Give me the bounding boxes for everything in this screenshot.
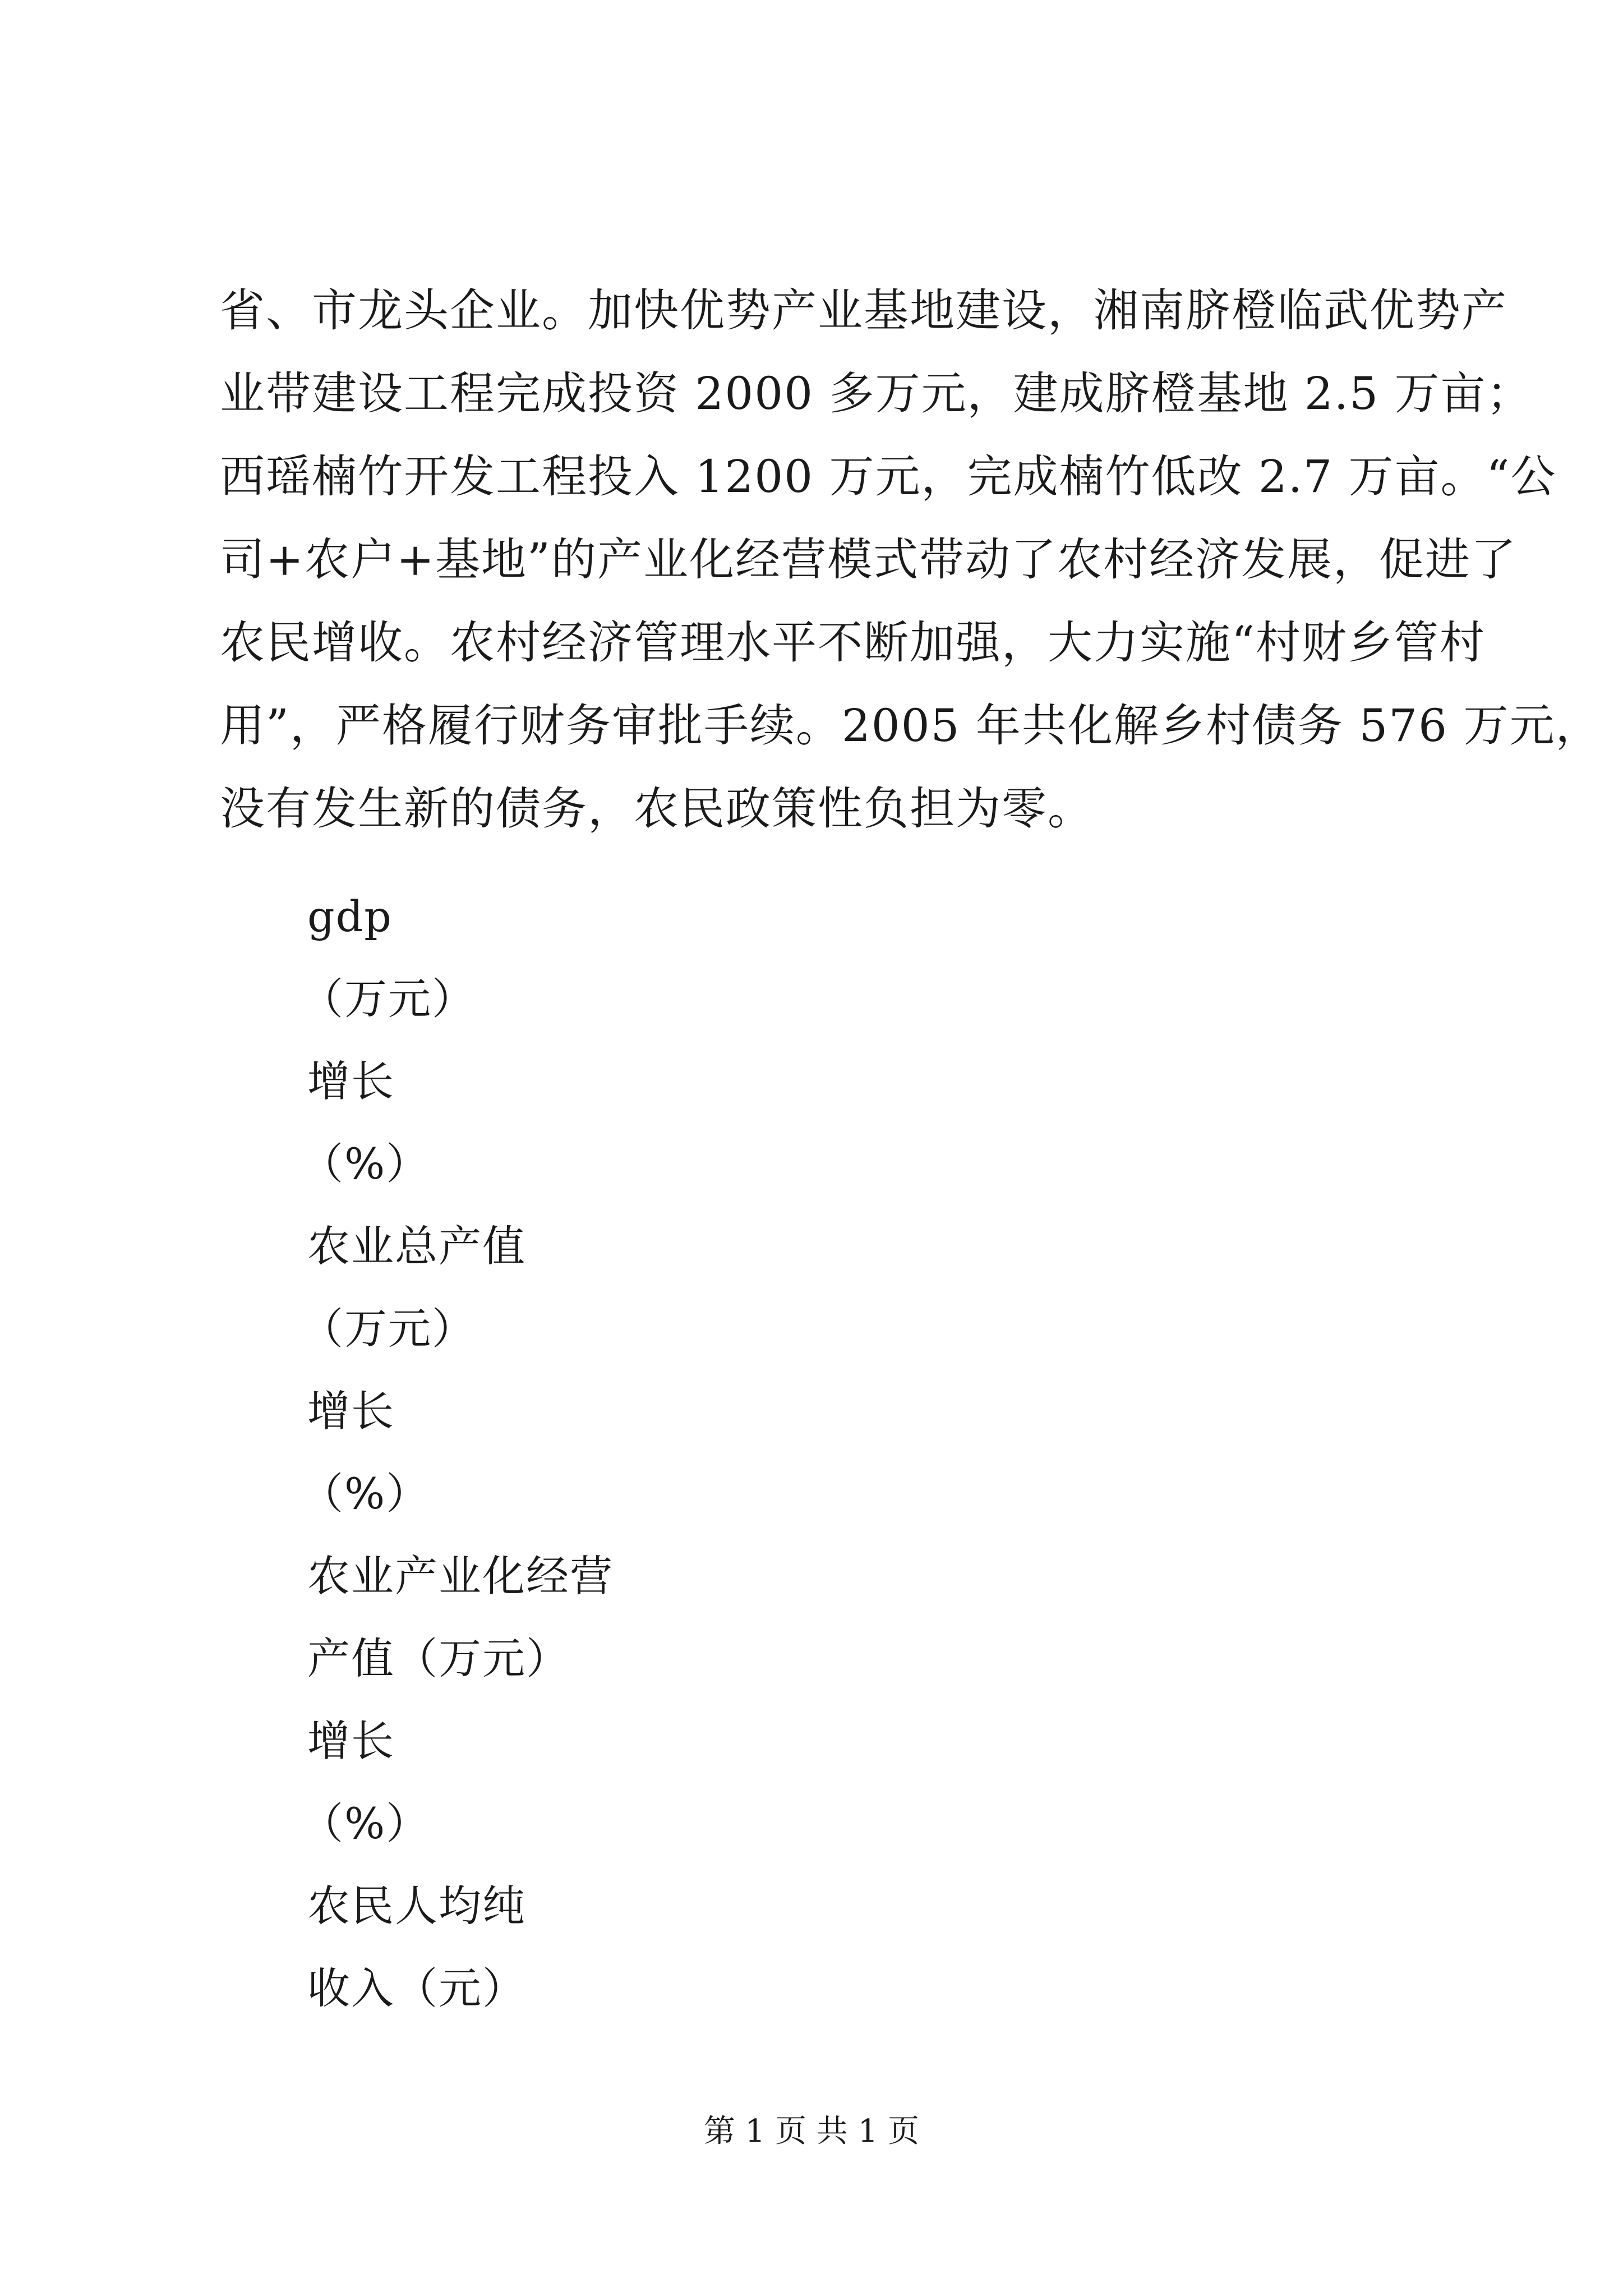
page-number-label: 第 1 页 共 1 页 [703, 2113, 920, 2150]
table-header-item: （%） [301, 1469, 430, 1519]
paragraph-line: 用”，严格履行财务审批手续。2005 年共化解乡村债务 576 万元， [220, 700, 1602, 752]
table-header-item: 增长 [307, 1386, 395, 1436]
paragraph-line: 农民增收。农村经济管理水平不断加强，大力实施“村财乡管村 [220, 616, 1486, 669]
paragraph-line: 业带建设工程完成投资 2000 多万元，建成脐橙基地 2.5 万亩； [220, 367, 1533, 420]
table-header-item: 增长 [307, 1716, 395, 1766]
table-header-item: 增长 [307, 1056, 395, 1106]
paragraph-line: 没有发生新的债务，农民政策性负担为零。 [220, 783, 1094, 835]
table-header-item: （万元） [301, 1304, 476, 1354]
paragraph-line: 西瑶楠竹开发工程投入 1200 万元，完成楠竹低改 2.7 万亩。“公 [220, 450, 1557, 503]
table-header-item: （%） [301, 1798, 430, 1848]
table-header-item: gdp [307, 891, 393, 941]
paragraph-line: 司+农户+基地”的产业化经营模式带动了农村经济发展，促进了 [220, 533, 1517, 586]
paragraph-line: 省、市龙头企业。加快优势产业基地建设，湘南脐橙临武优势产 [220, 284, 1507, 337]
table-header-item: 农民人均纯 [307, 1881, 526, 1931]
table-header-item: 收入（元） [307, 1963, 526, 2013]
table-header-item: （万元） [301, 974, 476, 1024]
page-footer [0, 2109, 1623, 2154]
body-paragraph [220, 269, 1602, 850]
table-header-item: 产值（万元） [307, 1634, 570, 1683]
table-header-item: 农业产业化经营 [307, 1551, 614, 1601]
table-header-list [301, 875, 1373, 2030]
table-header-item: （%） [301, 1139, 430, 1189]
table-header-item: 农业总产值 [307, 1221, 526, 1271]
